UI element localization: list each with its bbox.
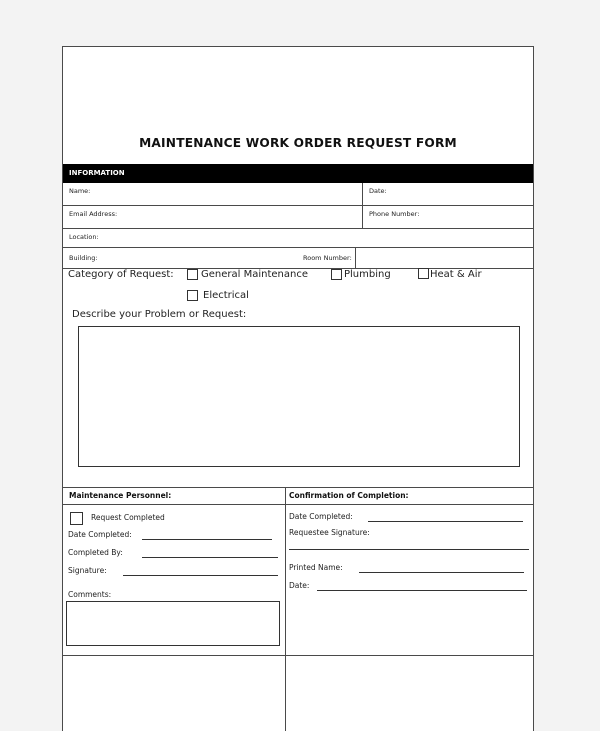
email-field[interactable]: [63, 206, 362, 228]
confirm-date-completed-line[interactable]: [368, 521, 523, 522]
email-label: Email Address:: [69, 210, 118, 218]
building-field[interactable]: [63, 248, 298, 268]
date-completed-line[interactable]: [142, 539, 272, 540]
phone-field[interactable]: [362, 206, 534, 228]
completed-by-label: Completed By:: [68, 548, 123, 557]
location-field[interactable]: [63, 229, 533, 247]
personnel-header: Maintenance Personnel:: [69, 491, 172, 500]
printed-name-line[interactable]: [359, 572, 524, 573]
requestee-signature-label: Requestee Signature:: [289, 528, 370, 537]
section-divider: [285, 488, 286, 656]
form-title: MAINTENANCE WORK ORDER REQUEST FORM: [139, 136, 457, 150]
option-plumbing: Plumbing: [344, 269, 391, 280]
date-field[interactable]: [362, 183, 534, 205]
completed-by-line[interactable]: [142, 557, 278, 558]
building-label: Building:: [69, 254, 98, 262]
confirm-date-line[interactable]: [317, 590, 527, 591]
printed-name-label: Printed Name:: [289, 563, 343, 572]
room-label: Room Number:: [303, 254, 352, 262]
name-label: Name:: [69, 187, 91, 195]
signature-label: Signature:: [68, 566, 107, 575]
completion-section: [63, 487, 533, 656]
checkbox-general-maintenance[interactable]: [187, 269, 198, 280]
name-field[interactable]: [63, 183, 362, 205]
option-electrical: Electrical: [203, 290, 249, 301]
signature-line[interactable]: [123, 575, 278, 576]
comments-box[interactable]: [66, 601, 280, 646]
email-phone-row: [63, 206, 533, 229]
room-field[interactable]: [355, 248, 534, 268]
category-label: Category of Request:: [68, 269, 174, 280]
room-label-cell: [298, 248, 354, 268]
information-header: INFORMATION: [63, 164, 533, 183]
location-label: Location:: [69, 233, 99, 241]
checkbox-plumbing[interactable]: [331, 269, 342, 280]
name-date-row: [63, 183, 533, 206]
comments-label: Comments:: [68, 590, 112, 599]
request-completed-label: Request Completed: [91, 513, 165, 522]
date-completed-label: Date Completed:: [68, 530, 132, 539]
checkbox-request-completed[interactable]: [70, 512, 83, 525]
location-row: [63, 229, 533, 248]
option-general-maintenance: General Maintenance: [201, 269, 308, 280]
section-header-line: [63, 504, 533, 505]
checkbox-heat-air[interactable]: [418, 268, 429, 279]
option-heat-air: Heat & Air: [430, 269, 482, 280]
section-footer-line: [63, 655, 533, 656]
footer-divider: [285, 655, 286, 731]
date-label: Date:: [369, 187, 387, 195]
form-sheet: [62, 46, 534, 731]
describe-label: Describe your Problem or Request:: [72, 309, 247, 320]
requestee-signature-line[interactable]: [289, 549, 529, 550]
description-textarea[interactable]: [78, 326, 520, 467]
building-room-row: [63, 248, 533, 269]
confirmation-header: Confirmation of Completion:: [289, 491, 409, 500]
confirm-date-label: Date:: [289, 581, 310, 590]
confirm-date-completed-label: Date Completed:: [289, 512, 353, 521]
checkbox-electrical[interactable]: [187, 290, 198, 301]
phone-label: Phone Number:: [369, 210, 420, 218]
